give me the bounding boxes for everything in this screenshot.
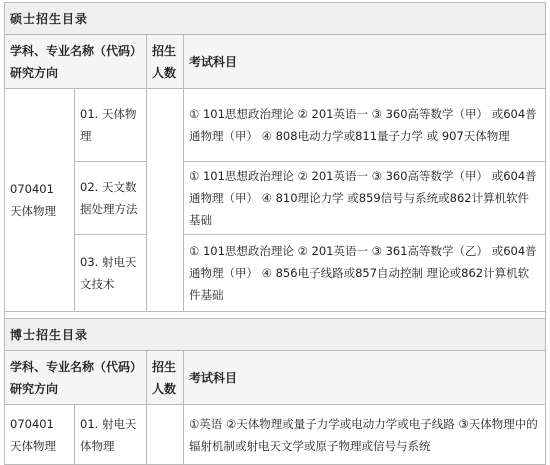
exam-header: 考试科目 bbox=[184, 35, 546, 89]
exam-header: 考试科目 bbox=[184, 351, 546, 405]
major-name-cell: 070401 天体物理 bbox=[5, 89, 75, 312]
doctor-section-row bbox=[5, 319, 546, 351]
master-row-2 bbox=[5, 162, 546, 235]
master-header-row bbox=[5, 35, 546, 89]
direction-cell: 01. 天体物理 bbox=[75, 89, 147, 162]
master-section-title: 硕士招生目录 bbox=[5, 3, 546, 35]
major-name-cell: 070401 天体物理 bbox=[5, 405, 75, 465]
spacer bbox=[5, 312, 546, 319]
exam-cell: ① 101思想政治理论 ② 201英语一 ③ 361高等数学（乙） 或604普通物理（甲） ④ 856电子线路或857自动控制 理论或862计算机软件基础 bbox=[184, 235, 546, 312]
direction-cell: 01. 射电天体物理 bbox=[75, 405, 147, 465]
doctor-section-title: 博士招生目录 bbox=[5, 319, 546, 351]
doctor-header-row bbox=[5, 351, 546, 405]
direction-cell: 02. 天文数据处理方法 bbox=[75, 162, 147, 235]
master-row-3 bbox=[5, 235, 546, 312]
section-gap bbox=[5, 312, 546, 319]
major-header: 学科、专业名称（代码）研究方向 bbox=[5, 351, 147, 405]
admission-catalog bbox=[4, 2, 545, 465]
quota-cell bbox=[147, 89, 184, 312]
quota-header: 招生人数 bbox=[147, 351, 184, 405]
direction-cell: 03. 射电天文技术 bbox=[75, 235, 147, 312]
exam-cell: ① 101思想政治理论 ② 201英语一 ③ 360高等数学（甲） 或604普通物理（甲） ④ 808电动力学或811量子力学 或 907天体物理 bbox=[184, 89, 546, 162]
exam-cell: ①英语 ②天体物理或量子力学或电动力学或电子线路 ③天体物理中的辐射机制或射电天文学或原子物理或信号与系统 bbox=[184, 405, 546, 465]
catalog-table bbox=[4, 2, 546, 465]
doctor-row-1 bbox=[5, 405, 546, 465]
exam-cell: ① 101思想政治理论 ② 201英语一 ③ 360高等数学（甲） 或604普通物理（甲） ④ 810理论力学 或859信号与系统或862计算机软件基础 bbox=[184, 162, 546, 235]
quota-header: 招生人数 bbox=[147, 35, 184, 89]
master-row-1 bbox=[5, 89, 546, 162]
major-header: 学科、专业名称（代码）研究方向 bbox=[5, 35, 147, 89]
quota-cell bbox=[147, 405, 184, 465]
master-section-row bbox=[5, 3, 546, 35]
